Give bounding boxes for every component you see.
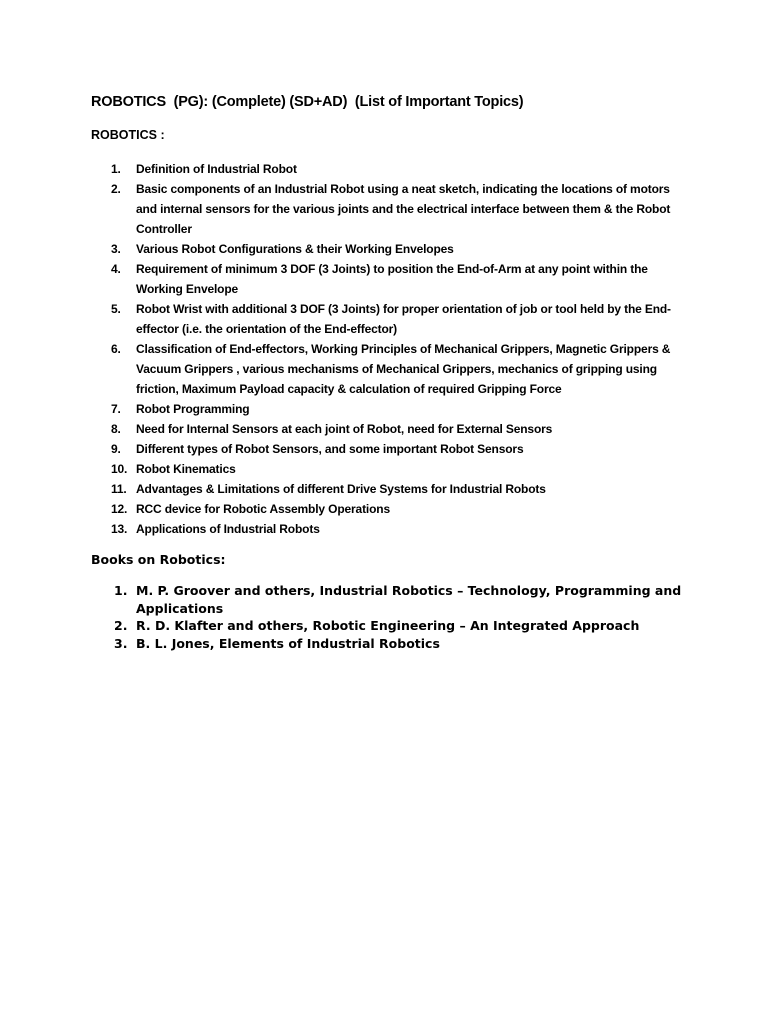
list-item xyxy=(91,339,691,399)
list-item-number: 1. xyxy=(111,162,121,176)
list-item-number: 9. xyxy=(111,442,121,456)
book-item-number: 1. xyxy=(114,583,128,598)
list-item-text: Different types of Robot Sensors, and some important Robot Sensors xyxy=(136,442,524,456)
list-item xyxy=(91,299,691,339)
list-item-number: 10. xyxy=(111,462,128,476)
book-item-text: R. D. Klafter and others, Robotic Engineering – An Integrated Approach xyxy=(136,618,640,633)
books-heading: Books on Robotics: xyxy=(91,552,226,567)
document-title: ROBOTICS (PG): (Complete) (SD+AD) (List of Important Topics) xyxy=(91,94,524,110)
list-item xyxy=(91,519,691,539)
list-item-number: 11. xyxy=(111,482,127,496)
list-item-number: 5. xyxy=(111,302,121,316)
list-item xyxy=(91,419,691,439)
list-item-number: 13. xyxy=(111,522,128,536)
list-item xyxy=(91,239,691,259)
topics-list xyxy=(91,159,691,539)
book-item-text: B. L. Jones, Elements of Industrial Robotics xyxy=(136,635,440,651)
list-item-text: Various Robot Configurations & their Working Envelopes xyxy=(136,242,454,256)
list-item-text: Need for Internal Sensors at each joint of Robot, need for External Sensors xyxy=(136,422,553,436)
list-item xyxy=(91,179,691,239)
list-item-text: Definition of Industrial Robot xyxy=(136,162,297,176)
book-item-number: 3. xyxy=(114,635,128,651)
list-item xyxy=(91,499,691,519)
book-item-number: 2. xyxy=(114,618,128,633)
list-item-text: Robot Wrist with additional 3 DOF (3 Joints) for proper orientation of job or tool held by the End-effector (i.e. the orientation of the End-effector) xyxy=(136,302,671,336)
list-item xyxy=(91,479,691,499)
list-item-text: Requirement of minimum 3 DOF (3 Joints) to position the End-of-Arm at any point within the Working Envelope xyxy=(136,262,648,296)
list-item-number: 6. xyxy=(111,342,121,356)
list-item xyxy=(91,399,691,419)
list-item-text: Advantages & Limitations of different Drive Systems for Industrial Robots xyxy=(136,482,546,496)
list-item xyxy=(91,439,691,459)
list-item-number: 8. xyxy=(111,422,121,436)
section-heading-robotics: ROBOTICS : xyxy=(91,128,165,142)
list-item-number: 4. xyxy=(111,262,121,276)
book-item xyxy=(91,617,691,635)
list-item xyxy=(91,259,691,299)
list-item xyxy=(91,159,691,179)
book-item xyxy=(91,635,691,653)
list-item xyxy=(91,459,691,479)
list-item-text: Applications of Industrial Robots xyxy=(136,522,320,536)
list-item-number: 12. xyxy=(111,502,128,516)
books-list xyxy=(91,582,691,652)
list-item-text: RCC device for Robotic Assembly Operations xyxy=(136,502,390,516)
list-item-text: Robot Kinematics xyxy=(136,462,236,476)
list-item-number: 3. xyxy=(111,242,121,256)
book-item xyxy=(91,582,691,617)
list-item-number: 2. xyxy=(111,182,121,196)
book-item-text: M. P. Groover and others, Industrial Robotics – Technology, Programming and Applications xyxy=(136,583,682,616)
list-item-number: 7. xyxy=(111,402,121,416)
list-item-text: Robot Programming xyxy=(136,402,250,416)
list-item-text: Basic components of an Industrial Robot using a neat sketch, indicating the locations of motors and internal sensors for the various joints and the electrical interface between them & the Robot Controller xyxy=(136,182,671,236)
list-item-text: Classification of End-effectors, Working Principles of Mechanical Grippers, Magnetic Grippers & Vacuum Grippers , various mechanisms of Mechanical Grippers, mechanics of gripping using friction, Maximum Payload capacity & calculation of required Gripping Force xyxy=(136,342,671,396)
